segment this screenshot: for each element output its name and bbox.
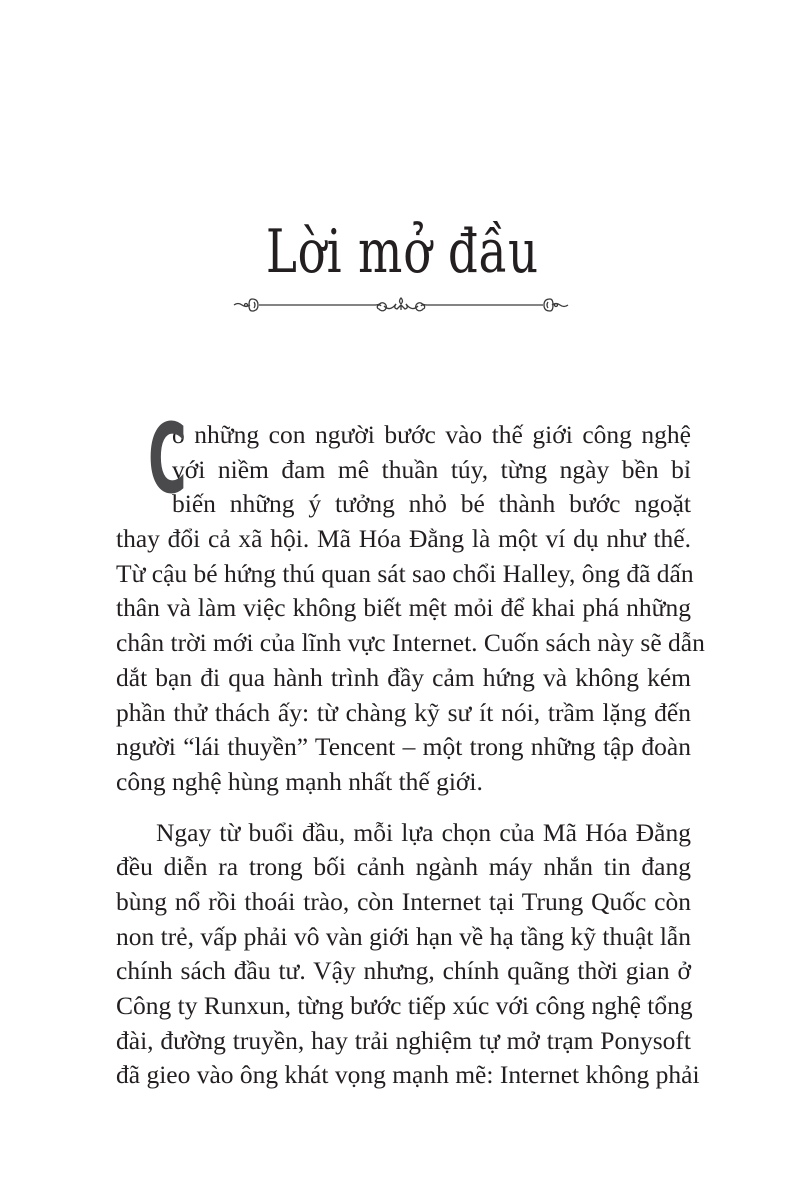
- drop-cap-lines: [116, 418, 691, 522]
- text-line: thân và làm việc không biết mệt mỏi để khai phá những: [116, 593, 691, 623]
- text-line: với niềm đam mê thuần túy, từng ngày bền bỉ: [172, 454, 691, 484]
- text-line: biến những ý tưởng nhỏ bé thành bước ngoặt: [172, 489, 691, 519]
- text-line: công nghệ hùng mạnh nhất thế giới.: [116, 766, 483, 796]
- body-text: [116, 403, 705, 1109]
- text-line: Từ cậu bé hứng thú quan sát sao chổi Halley, ông đã dấn: [116, 558, 694, 588]
- text-line: phần thử thách ấy: từ chàng kỹ sư ít nói, trầm lặng đến: [116, 697, 691, 727]
- text-line: non trẻ, vấp phải vô vàn giới hạn về hạ tầng kỹ thuật lẫn: [116, 921, 691, 951]
- text-line: chân trời mới của lĩnh vực Internet. Cuốn sách này sẽ dẫn: [116, 628, 705, 658]
- text-line: đài, đường truyền, hay trải nghiệm tự mở trạm Ponysoft: [116, 1025, 691, 1055]
- text-line: ó những con người bước vào thế giới công nghệ: [172, 420, 691, 449]
- text-line: người “lái thuyền” Tencent – một trong những tập đoàn: [116, 732, 691, 762]
- text-line: đều diễn ra trong bối cảnh ngành máy nhắn tin đang: [116, 852, 691, 882]
- page-title: Lời mở đầu: [265, 217, 539, 287]
- text-line: Công ty Runxun, từng bước tiếp xúc với công nghệ tổng: [116, 991, 693, 1020]
- drop-cap: C: [148, 403, 187, 515]
- text-line: đã gieo vào ông khát vọng mạnh mẽ: Internet không phải: [116, 1060, 700, 1090]
- text-line: Ngay từ buổi đầu, mỗi lựa chọn của Mã Hóa Đằng: [156, 817, 691, 847]
- paragraph-2: [116, 816, 700, 1094]
- text-line: dắt bạn đi qua hành trình đầy cảm hứng và không kém: [116, 662, 691, 692]
- text-line: chính sách đầu tư. Vậy nhưng, chính quãng thời gian ở: [116, 956, 691, 986]
- text-line: thay đổi cả xã hội. Mã Hóa Đằng là một ví dụ như thế.: [116, 524, 691, 554]
- text-line: bùng nổ rồi thoái trào, còn Internet tại Trung Quốc còn: [116, 886, 691, 916]
- ornament-divider-icon: [232, 292, 570, 318]
- paragraph-1: [116, 403, 705, 800]
